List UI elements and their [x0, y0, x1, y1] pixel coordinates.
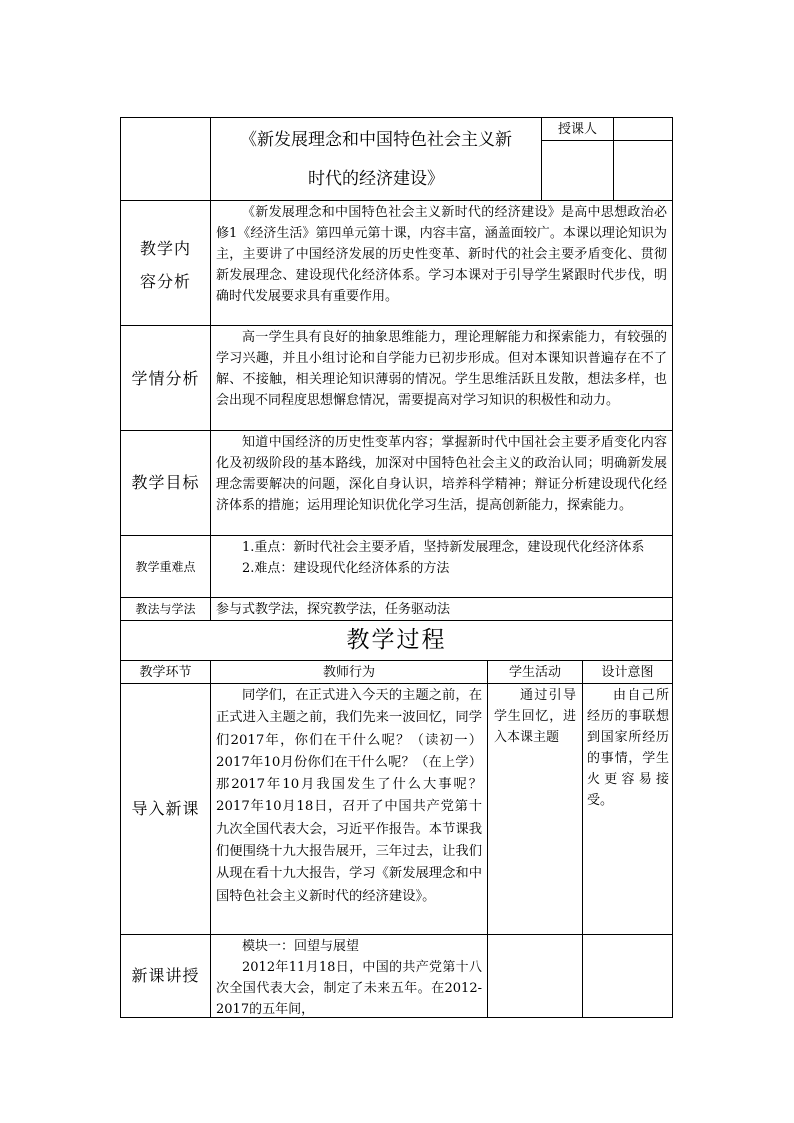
column-header-teacher: 教师行为: [322, 665, 375, 680]
new-lesson-teacher-text: 2012年11月18日，中国的共产党第十八次全国代表大会，制定了未来五年。在2012-2017的五年间，: [216, 960, 482, 1017]
student-analysis-text: 高一学生具有良好的抽象思维能力，理论理解能力和探索能力，有较强的学习兴趣，并且小组讨论和自学能力已初步形成。但对本课知识普遍存在不了解、不接触，相关理论知识薄弱的情况。学生思维活跃且发散，想法多样，也会出现不同程度思想懈怠情况，需要提高对学习知识的积极性和动力。: [216, 330, 667, 408]
content-analysis-label: [121, 232, 210, 298]
intro-teacher-text: 同学们，在正式进入今天的主题之前，在正式进入主题之前，我们先来一波回忆，同学们2017年，你们在干什么呢？（读初一）2017年10月份你们在干什么呢？（在上学）那2017年10月我国发生了什么大事呢？2017年10月18日，召开了中国共产党第十九次全国代表大会，习近平作报告。本节课我们便围绕十九大报告展开，三年过去，让我们从现在看十九大报告，学习《新发展理念和中国特色社会主义新时代的经济建设》。: [216, 688, 482, 904]
intro-purpose-text: 由自己所经历的事联想到国家所经历的事情，学生火更容易接受。: [587, 688, 669, 808]
key-points-text: [216, 537, 667, 579]
key-point-2: 2.难点：建设现代化经济体系的方法: [242, 561, 450, 576]
intro-student-text: 通过引导学生回忆，进入本课主题: [494, 688, 576, 745]
column-header-purpose: 设计意图: [601, 665, 654, 680]
column-header-student: 学生活动: [508, 665, 561, 680]
intro-stage-label: 导入新课: [131, 799, 200, 818]
lesson-title-line1: 《新发展理念和中国特色社会主义新: [240, 130, 512, 150]
lesson-title: [211, 122, 541, 198]
column-header-stage: 教学环节: [139, 665, 192, 680]
methods-label: 教法与学法: [135, 602, 196, 616]
teaching-goals-text: 知道中国经济的历史性变革内容；掌握新时代中国社会主要矛盾变化内容化及初级阶段的基本路线，加深对中国特色社会主义的政治认同；明确新发展理念需要解决的问题，深化自身认识，培养科学精神；辩证分析建设现代化经济体系的措施；运用理论知识优化学习生活，提高创新能力，探索能力。: [216, 435, 667, 513]
methods-text: 参与式教学法，探究教学法，任务驱动法: [216, 602, 451, 617]
key-points-label: 教学重难点: [135, 560, 196, 574]
teaching-goals-label: 教学目标: [131, 473, 200, 492]
lesson-title-line2: 时代的经济建设》: [308, 169, 444, 189]
teacher-label: 授课人: [557, 122, 597, 137]
key-point-1: 1.重点：新时代社会主要矛盾，坚持新发展理念，建设现代化经济体系: [242, 540, 645, 555]
content-analysis-label-line1: 教学内: [139, 239, 191, 258]
content-analysis-label-line2: 容分析: [139, 272, 191, 291]
new-lesson-teacher: [216, 936, 482, 1020]
module-title: 模块一：回望与展望: [242, 939, 360, 954]
new-lesson-stage-label: 新课讲授: [131, 966, 200, 985]
student-analysis-label: 学情分析: [131, 369, 200, 388]
process-heading: 教学过程: [346, 627, 447, 653]
content-analysis-text: 《新发展理念和中国特色社会主义新时代的经济建设》是高中思想政治必修1《经济生活》第四单元第十课，内容丰富，涵盖面较广。本课以理论知识为主，主要讲了中国经济发展的历史性变革、新时代的社会主要矛盾变化、贯彻新发展理念、建设现代化经济体系。学习本课对于引导学生紧跟时代步伐，明确时代发展要求具有重要作用。: [216, 205, 667, 304]
